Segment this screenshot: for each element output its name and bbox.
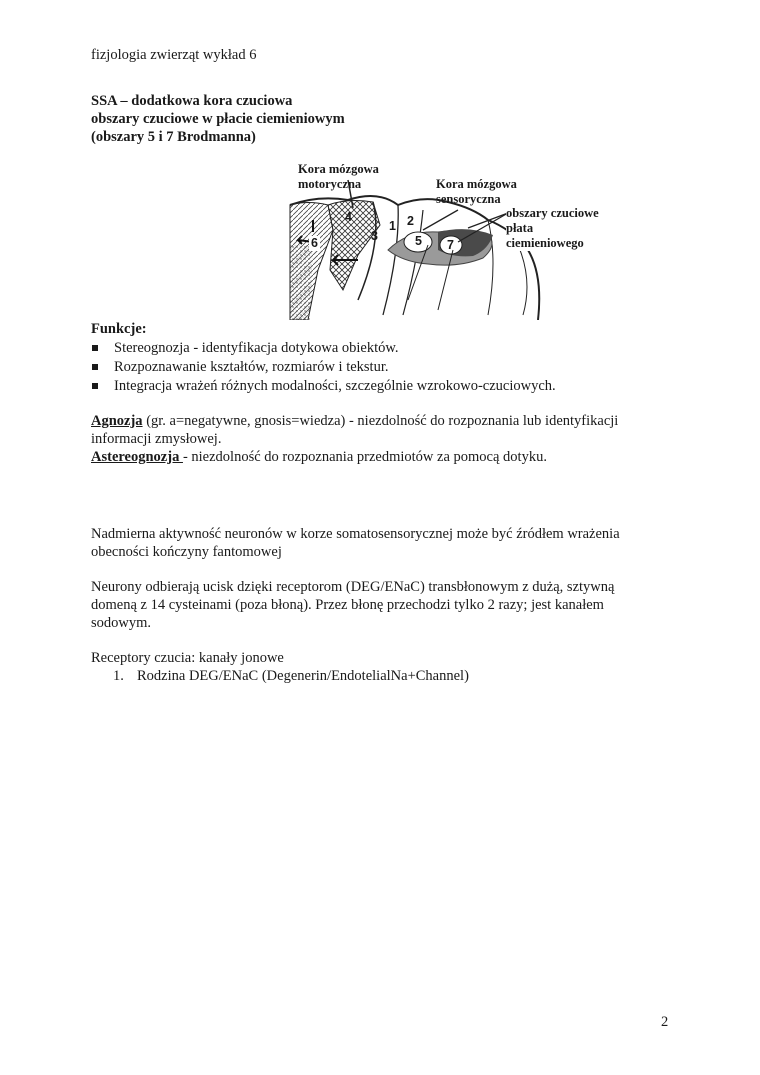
page-number: 2 bbox=[661, 1014, 669, 1030]
paragraph-line: domeną z 14 cysteinami (poza błoną). Przez błonę przechodzi tylko 2 razy; jest kanałem bbox=[91, 597, 604, 613]
label-parietal-line-2: płata bbox=[506, 221, 534, 235]
label-sensory-line-2: sensoryczna bbox=[436, 192, 501, 206]
label-sensory-cortex bbox=[436, 177, 517, 207]
list-item bbox=[91, 358, 556, 377]
label-parietal-line-1: obszary czuciowe bbox=[506, 206, 599, 220]
area-6-label: 6 bbox=[311, 236, 318, 250]
area-4-label: 4 bbox=[345, 210, 352, 224]
section-heading bbox=[91, 92, 345, 146]
area-7-label: 7 bbox=[447, 238, 454, 252]
label-parietal-areas bbox=[506, 206, 599, 251]
label-sensory-line-1: Kora mózgowa bbox=[436, 177, 517, 191]
list-item-text: Stereognozja - identyfikacja dotykowa obiektów. bbox=[114, 340, 399, 356]
receptor-paragraph bbox=[91, 578, 614, 632]
list-item-number: 1. bbox=[113, 668, 124, 684]
heading-line-2: obszary czuciowe w płacie ciemieniowym bbox=[91, 111, 345, 127]
brain-cortex-figure bbox=[288, 150, 618, 320]
bullet-square-icon bbox=[92, 364, 98, 370]
area-5-label: 5 bbox=[415, 234, 422, 248]
paragraph-line: Nadmierna aktywność neuronów w korze somatosensorycznej może być źródłem wrażenia bbox=[91, 526, 620, 542]
heading-line-1: SSA – dodatkowa kora czuciowa bbox=[91, 93, 293, 109]
bullet-square-icon bbox=[92, 345, 98, 351]
page-header: fizjologia zwierząt wykład 6 bbox=[91, 47, 257, 63]
list-item-text: Integracja wrażeń różnych modalności, szczególnie wzrokowo-czuciowych. bbox=[114, 378, 556, 394]
label-motor-line-1: Kora mózgowa bbox=[298, 162, 379, 176]
paragraph-line: obecności kończyny fantomowej bbox=[91, 544, 282, 560]
label-parietal-line-3: ciemieniowego bbox=[506, 236, 584, 250]
list-item bbox=[91, 339, 556, 358]
label-motor-line-2: motoryczna bbox=[298, 177, 362, 191]
paragraph-line: sodowym. bbox=[91, 615, 152, 631]
functions-list bbox=[91, 339, 556, 396]
list-item-text: Rodzina DEG/ENaC (Degenerin/EndotelialNa+Channel) bbox=[137, 668, 469, 684]
label-motor-cortex bbox=[298, 162, 379, 192]
list-item bbox=[91, 667, 469, 685]
paragraph-line: Neurony odbierają ucisk dzięki receptorom (DEG/ENaC) transbłonowym z dużą, sztywną bbox=[91, 579, 615, 595]
area-2-label: 2 bbox=[407, 214, 414, 228]
agnosia-definition bbox=[91, 412, 618, 466]
agnosia-text: (gr. a=negatywne, gnosis=wiedza) - niezdolność do rozpoznania lub identyfikacji bbox=[142, 413, 619, 429]
list-item-text: Rozpoznawanie kształtów, rozmiarów i tekstur. bbox=[114, 359, 389, 375]
receptors-title: Receptory czucia: kanały jonowe bbox=[91, 650, 284, 666]
area-3-label: 3 bbox=[371, 229, 378, 243]
receptors-list bbox=[91, 667, 469, 685]
agnosia-text-line-2: informacji zmysłowej. bbox=[91, 431, 222, 447]
astereognosia-text: - niezdolność do rozpoznania przedmiotów za pomocą dotyku. bbox=[182, 449, 547, 465]
area-1-label: 1 bbox=[389, 219, 396, 233]
phantom-limb-paragraph bbox=[91, 525, 620, 561]
astereognosia-term: Astereognozja bbox=[91, 449, 183, 465]
heading-line-3: (obszary 5 i 7 Brodmanna) bbox=[91, 129, 256, 145]
bullet-square-icon bbox=[92, 383, 98, 389]
list-item bbox=[91, 377, 556, 396]
agnosia-term: Agnozja bbox=[91, 413, 143, 429]
functions-title: Funkcje: bbox=[91, 321, 147, 337]
